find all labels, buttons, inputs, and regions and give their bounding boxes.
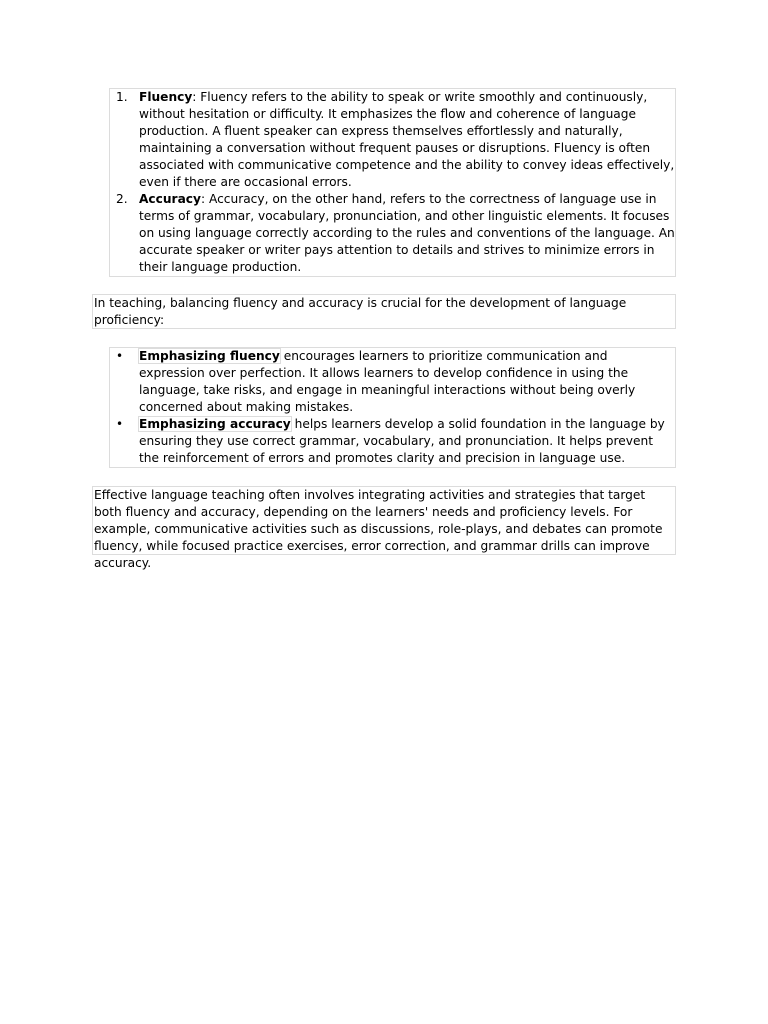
- list-number: 1.: [116, 90, 128, 104]
- list-number: 2.: [116, 192, 128, 206]
- emphasis-list-block: [109, 347, 676, 468]
- list-item-emphasizing-accuracy: [110, 416, 675, 467]
- closing-paragraph: Effective language teaching often involves integrating activities and strategies that target both fluency and accuracy, depending on the learners' needs and proficiency levels. For example, communicative activities such as discussions, role-plays, and debates can promote fluency, while focused practice exercises, error correction, and grammar drills can improve accuracy.: [94, 488, 663, 570]
- bullet-icon: •: [116, 349, 124, 363]
- term-emphasizing-accuracy: Emphasizing accuracy: [139, 417, 291, 431]
- list-item-fluency: [110, 89, 675, 191]
- list-item-emphasizing-fluency: [110, 348, 675, 416]
- emphasis-list: [110, 348, 675, 467]
- text-emphasizing-accuracy: helps learners develop a solid foundation in the language by ensuring they use correct grammar, vocabulary, and pronunciation. It helps prevent the reinforcement of errors and promotes clarity and precision in language use.: [139, 417, 665, 465]
- closing-paragraph-block: [92, 486, 676, 570]
- term-emphasizing-fluency: Emphasizing fluency: [139, 349, 280, 363]
- intro-paragraph: In teaching, balancing fluency and accuracy is crucial for the development of language proficiency:: [94, 296, 627, 327]
- term-accuracy: Accuracy: [139, 192, 201, 206]
- term-fluency: Fluency: [139, 90, 193, 104]
- text-emphasizing-fluency: encourages learners to prioritize communication and expression over perfection. It allows learners to develop confidence in using the language, take risks, and engage in meaningful interactions without being overly concerned about making mistakes.: [139, 349, 636, 414]
- intro-paragraph-block: [92, 294, 676, 329]
- definition-fluency: : Fluency refers to the ability to speak or write smoothly and continuously, without hesitation or difficulty. It emphasizes the flow and coherence of language production. A fluent speaker can express themselves effortlessly and naturally, maintaining a conversation without frequent pauses or disruptions. Fluency is often associated with communicative competence and the ability to convey ideas effectively, even if there are occasional errors.: [139, 90, 675, 189]
- list-item-accuracy: [110, 191, 675, 276]
- bullet-icon: •: [116, 417, 124, 431]
- definition-accuracy: : Accuracy, on the other hand, refers to the correctness of language use in terms of grammar, vocabulary, pronunciation, and other linguistic elements. It focuses on using language correctly according to the rules and conventions of the language. An accurate speaker or writer pays attention to details and strives to minimize errors in their language production.: [139, 192, 675, 274]
- definitions-list: [110, 89, 675, 276]
- definitions-list-block: [109, 88, 676, 277]
